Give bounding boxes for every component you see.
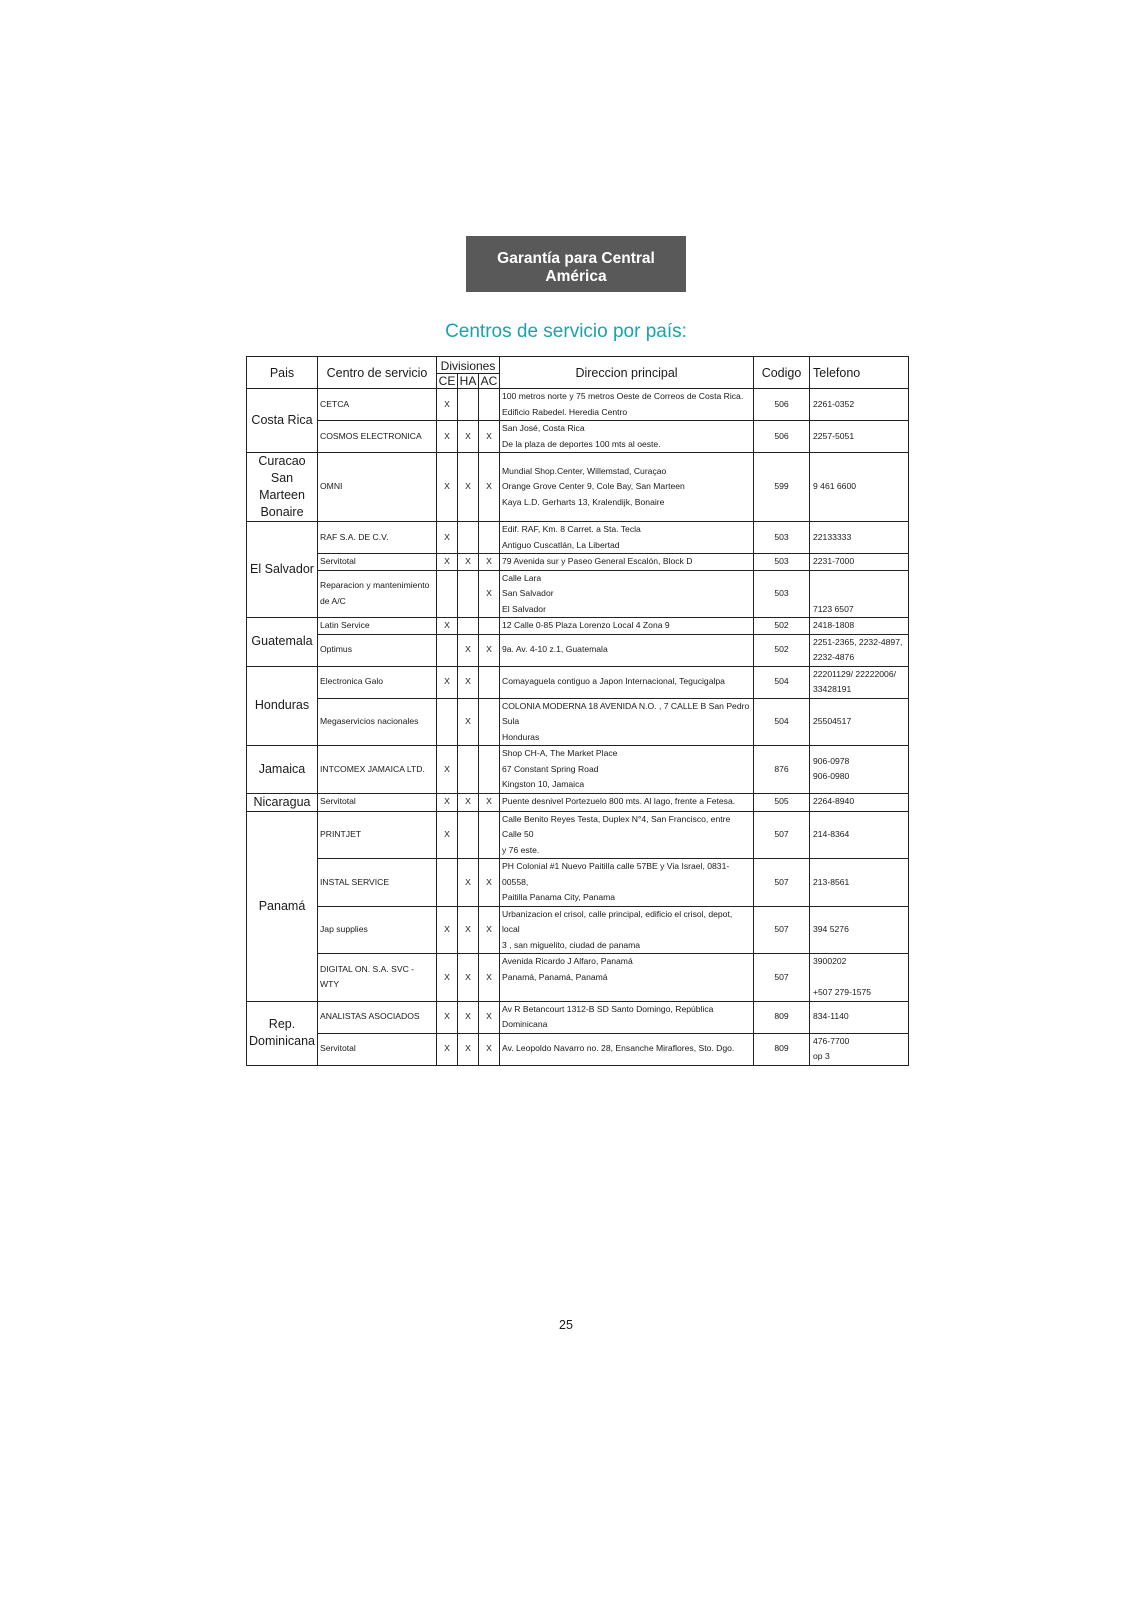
- ce-cell: [437, 570, 458, 618]
- centro-cell: RAF S.A. DE C.V.: [318, 522, 437, 554]
- direccion-cell: 12 Calle 0-85 Plaza Lorenzo Local 4 Zona 9: [500, 618, 754, 635]
- centro-cell: DIGITAL ON. S.A. SVC - WTY: [318, 954, 437, 1002]
- ac-cell: [479, 698, 500, 746]
- table-row: [247, 618, 909, 635]
- ce-cell: X: [437, 453, 458, 522]
- codigo-cell: 809: [754, 1033, 810, 1065]
- telefono-cell: 394 5276: [810, 906, 909, 954]
- ha-cell: [458, 811, 479, 859]
- ac-cell: X: [479, 906, 500, 954]
- section-banner: [466, 236, 686, 292]
- ac-cell: X: [479, 570, 500, 618]
- table-row: [247, 666, 909, 698]
- country-honduras: Honduras: [247, 666, 318, 746]
- country-panama: Panamá: [247, 811, 318, 1001]
- ce-cell: X: [437, 811, 458, 859]
- country-el-salvador: El Salvador: [247, 522, 318, 618]
- banner-title: Garantía para Central América: [497, 250, 655, 285]
- direccion-cell: Av. Leopoldo Navarro no. 28, Ensanche Miraflores, Sto. Dgo.: [500, 1033, 754, 1065]
- codigo-cell: 502: [754, 618, 810, 635]
- country-nicaragua: Nicaragua: [247, 793, 318, 811]
- direccion-cell: 79 Avenida sur y Paseo General Escalón, Block D: [500, 554, 754, 571]
- centro-cell: Reparacion y mantenimiento de A/C: [318, 570, 437, 618]
- country-jamaica: Jamaica: [247, 746, 318, 794]
- table-row: [247, 811, 909, 859]
- ha-cell: X: [458, 859, 479, 907]
- ac-cell: X: [479, 554, 500, 571]
- codigo-cell: 503: [754, 554, 810, 571]
- centro-cell: Jap supplies: [318, 906, 437, 954]
- table-row: [247, 453, 909, 522]
- ce-cell: [437, 634, 458, 666]
- codigo-cell: 502: [754, 634, 810, 666]
- direccion-cell: PH Colonial #1 Nuevo Paitilla calle 57BE y Via Israel, 0831-00558, Paitilla Panama City, Panama: [500, 859, 754, 907]
- centro-cell: Latin Service: [318, 618, 437, 635]
- centro-cell: COSMOS ELECTRONICA: [318, 421, 437, 453]
- telefono-cell: 2251-2365, 2232-4897, 2232-4876: [810, 634, 909, 666]
- ha-cell: [458, 389, 479, 421]
- table-row: [247, 389, 909, 421]
- country-costa-rica: Costa Rica: [247, 389, 318, 453]
- page-subtitle: Centros de servicio por país:: [445, 321, 687, 342]
- ac-cell: [479, 389, 500, 421]
- table-row: [247, 570, 909, 618]
- ha-cell: [458, 746, 479, 794]
- centro-cell: OMNI: [318, 453, 437, 522]
- ac-cell: X: [479, 954, 500, 1002]
- header-ac: AC: [479, 374, 500, 389]
- telefono-cell: 2231-7000: [810, 554, 909, 571]
- direccion-cell: Av R Betancourt 1312-B SD Santo Domingo, República Dominicana: [500, 1001, 754, 1033]
- telefono-cell: 7123 6507: [810, 570, 909, 618]
- centro-cell: Servitotal: [318, 793, 437, 811]
- telefono-cell: 2418-1808: [810, 618, 909, 635]
- ha-cell: X: [458, 906, 479, 954]
- centro-cell: CETCA: [318, 389, 437, 421]
- codigo-cell: 507: [754, 811, 810, 859]
- codigo-cell: 504: [754, 666, 810, 698]
- telefono-cell: 22133333: [810, 522, 909, 554]
- ce-cell: X: [437, 954, 458, 1002]
- telefono-cell: 213-8561: [810, 859, 909, 907]
- ac-cell: [479, 666, 500, 698]
- ce-cell: X: [437, 666, 458, 698]
- table-row: [247, 522, 909, 554]
- centro-cell: Electronica Galo: [318, 666, 437, 698]
- table-row: [247, 859, 909, 907]
- direccion-cell: 9a. Av. 4-10 z.1, Guatemala: [500, 634, 754, 666]
- country-curacao: Curacao San Marteen Bonaire: [247, 453, 318, 522]
- codigo-cell: 507: [754, 859, 810, 907]
- codigo-cell: 507: [754, 954, 810, 1002]
- country-rep-dominicana: Rep. Dominicana: [247, 1001, 318, 1065]
- table-row: [247, 554, 909, 571]
- ac-cell: [479, 811, 500, 859]
- centro-cell: Optimus: [318, 634, 437, 666]
- ha-cell: X: [458, 793, 479, 811]
- ac-cell: X: [479, 421, 500, 453]
- header-ce: CE: [437, 374, 458, 389]
- ce-cell: X: [437, 906, 458, 954]
- ha-cell: [458, 522, 479, 554]
- ce-cell: X: [437, 522, 458, 554]
- table-row: [247, 906, 909, 954]
- direccion-cell: Avenida Ricardo J Alfaro, Panamá Panamá, Panamá, Panamá: [500, 954, 754, 1002]
- ha-cell: X: [458, 698, 479, 746]
- ha-cell: X: [458, 554, 479, 571]
- telefono-cell: 834-1140: [810, 1001, 909, 1033]
- table-row: [247, 1033, 909, 1065]
- ce-cell: X: [437, 746, 458, 794]
- direccion-cell: Calle Benito Reyes Testa, Duplex N°4, San Francisco, entre Calle 50 y 76 este.: [500, 811, 754, 859]
- ce-cell: X: [437, 421, 458, 453]
- table-row: [247, 698, 909, 746]
- ce-cell: X: [437, 1033, 458, 1065]
- codigo-cell: 503: [754, 570, 810, 618]
- table-row: [247, 793, 909, 811]
- header-direccion: Direccion principal: [500, 357, 754, 389]
- telefono-cell: 214-8364: [810, 811, 909, 859]
- header-ha: HA: [458, 374, 479, 389]
- ha-cell: X: [458, 1033, 479, 1065]
- telefono-cell: 2264-8940: [810, 793, 909, 811]
- telefono-cell: 25504517: [810, 698, 909, 746]
- ha-cell: X: [458, 421, 479, 453]
- ce-cell: X: [437, 618, 458, 635]
- direccion-cell: Puente desnivel Portezuelo 800 mts. Al lago, frente a Fetesa.: [500, 793, 754, 811]
- direccion-cell: Comayaguela contiguo a Japon Internacional, Tegucigalpa: [500, 666, 754, 698]
- codigo-cell: 507: [754, 906, 810, 954]
- header-centro: Centro de servicio: [318, 357, 437, 389]
- telefono-cell: 2261-0352: [810, 389, 909, 421]
- centro-cell: Servitotal: [318, 1033, 437, 1065]
- ha-cell: [458, 570, 479, 618]
- telefono-cell: 906-0978 906-0980: [810, 746, 909, 794]
- ac-cell: [479, 618, 500, 635]
- table-row: [247, 746, 909, 794]
- telefono-cell: 476-7700 op 3: [810, 1033, 909, 1065]
- ce-cell: X: [437, 793, 458, 811]
- ac-cell: X: [479, 793, 500, 811]
- codigo-cell: 599: [754, 453, 810, 522]
- ha-cell: [458, 618, 479, 635]
- codigo-cell: 503: [754, 522, 810, 554]
- header-divisiones: Divisiones: [437, 357, 500, 374]
- centro-cell: Megaservicios nacionales: [318, 698, 437, 746]
- codigo-cell: 506: [754, 389, 810, 421]
- direccion-cell: Mundial Shop.Center, Willemstad, Curaçao Orange Grove Center 9, Cole Bay, San Marteen Kaya L.D. Gerharts 13, Kralendijk, Bonaire: [500, 453, 754, 522]
- ce-cell: X: [437, 554, 458, 571]
- ac-cell: [479, 522, 500, 554]
- ce-cell: [437, 859, 458, 907]
- ha-cell: X: [458, 453, 479, 522]
- centro-cell: ANALISTAS ASOCIADOS: [318, 1001, 437, 1033]
- telefono-cell: 22201129/ 22222006/ 33428191: [810, 666, 909, 698]
- page-number: 25: [559, 1318, 573, 1332]
- telefono-cell: 3900202 +507 279-1575: [810, 954, 909, 1002]
- ce-cell: X: [437, 389, 458, 421]
- direccion-cell: COLONIA MODERNA 18 AVENIDA N.O. , 7 CALLE B San Pedro Sula Honduras: [500, 698, 754, 746]
- ac-cell: [479, 746, 500, 794]
- ac-cell: X: [479, 453, 500, 522]
- table-row: [247, 421, 909, 453]
- header-pais: Pais: [247, 357, 318, 389]
- ac-cell: X: [479, 634, 500, 666]
- direccion-cell: Shop CH-A, The Market Place 67 Constant Spring Road Kingston 10, Jamaica: [500, 746, 754, 794]
- centro-cell: Servitotal: [318, 554, 437, 571]
- telefono-cell: 2257-5051: [810, 421, 909, 453]
- table-row: [247, 1001, 909, 1033]
- codigo-cell: 876: [754, 746, 810, 794]
- ac-cell: X: [479, 1033, 500, 1065]
- direccion-cell: San José, Costa Rica De la plaza de deportes 100 mts al oeste.: [500, 421, 754, 453]
- codigo-cell: 505: [754, 793, 810, 811]
- header-telefono: Telefono: [810, 357, 909, 389]
- direccion-cell: 100 metros norte y 75 metros Oeste de Correos de Costa Rica. Edificio Rabedel. Heredia Centro: [500, 389, 754, 421]
- header-row: [247, 357, 909, 374]
- codigo-cell: 809: [754, 1001, 810, 1033]
- table-row: [247, 634, 909, 666]
- direccion-cell: Calle Lara San Salvador El Salvador: [500, 570, 754, 618]
- ac-cell: X: [479, 859, 500, 907]
- country-guatemala: Guatemala: [247, 618, 318, 667]
- ha-cell: X: [458, 1001, 479, 1033]
- ha-cell: X: [458, 954, 479, 1002]
- ha-cell: X: [458, 666, 479, 698]
- centro-cell: PRINTJET: [318, 811, 437, 859]
- ha-cell: X: [458, 634, 479, 666]
- direccion-cell: Edif. RAF, Km. 8 Carret. a Sta. Tecla Antiguo Cuscatlán, La Libertad: [500, 522, 754, 554]
- table-row: [247, 954, 909, 1002]
- ac-cell: X: [479, 1001, 500, 1033]
- telefono-cell: 9 461 6600: [810, 453, 909, 522]
- service-centers-table: [246, 356, 909, 1066]
- ce-cell: [437, 698, 458, 746]
- header-codigo: Codigo: [754, 357, 810, 389]
- direccion-cell: Urbanizacion el crisol, calle principal, edificio el crisol, depot, local 3 , san miguelito, ciudad de panama: [500, 906, 754, 954]
- centro-cell: INTCOMEX JAMAICA LTD.: [318, 746, 437, 794]
- ce-cell: X: [437, 1001, 458, 1033]
- codigo-cell: 506: [754, 421, 810, 453]
- centro-cell: INSTAL SERVICE: [318, 859, 437, 907]
- codigo-cell: 504: [754, 698, 810, 746]
